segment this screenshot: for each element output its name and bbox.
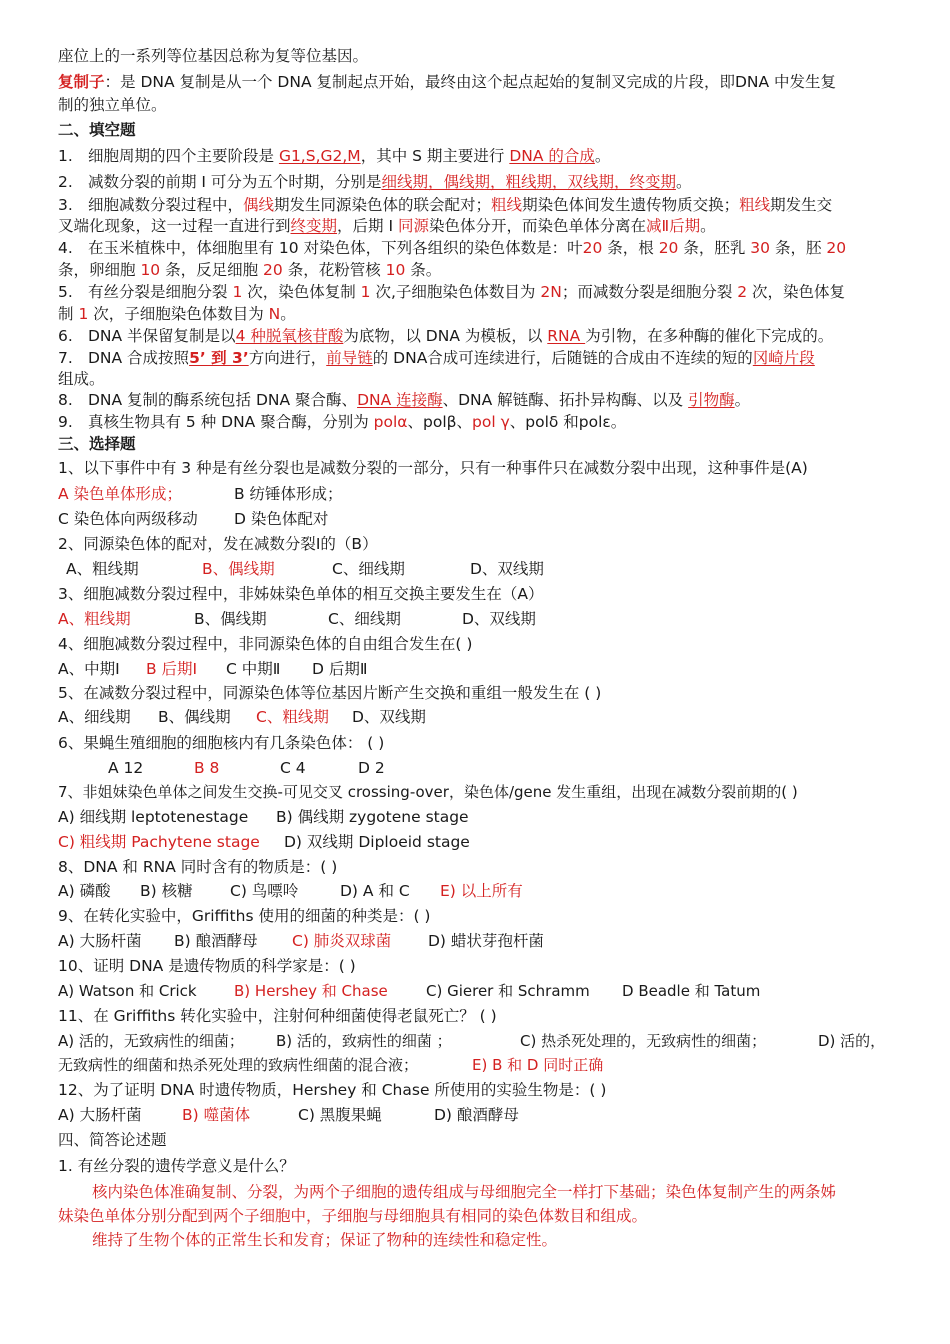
term-replicon: 复制子 [58, 73, 105, 91]
answer: 减Ⅱ后期 [646, 217, 701, 235]
answer: 前导链 [326, 349, 373, 367]
fill-item-5: 5. 有丝分裂是细胞分裂 1 次，染色体复制 1 次,子细胞染色体数目为 2N；而减数分裂是细胞分裂 2 次，染色体复 [58, 283, 846, 301]
fill-item-5-cont: 制 1 次，子细胞染色体数目为 N。 [58, 305, 296, 323]
option-d: D) 蜡状芽孢杆菌 [428, 932, 544, 950]
option-b-correct: B) Hershey 和 Chase [234, 982, 388, 1000]
answer: 2N [540, 283, 562, 301]
fill-item-4-cont: 条，卵细胞 10 条，反足细胞 20 条，花粉管核 10 条。 [58, 261, 442, 279]
choice-q11-options [58, 1031, 898, 1051]
answer: DNA 的合成 [509, 147, 595, 165]
option-c-correct: C) 粗线期 Pachytene stage [58, 833, 260, 851]
option-a-correct: A 染色单体形成； [58, 485, 183, 503]
choice-q8: 8、DNA 和 RNA 同时含有的物质是：( ) [58, 858, 338, 876]
choice-q2: 2、同源染色体的配对，发在减数分裂Ⅰ的（B） [58, 535, 378, 553]
fill-item-7: 7. DNA 合成按照5’ 到 3’方向进行，前导链的 DNA合成可连续进行，后随链的合成由不连续的短的冈崎片段 [58, 349, 815, 367]
answer: 1 [78, 305, 89, 323]
option-d-cont: 无致病性的细菌和热杀死处理的致病性细菌的混合液； [58, 1056, 419, 1074]
choice-q3-options [58, 609, 898, 629]
option-d: D、双线期 [470, 560, 544, 578]
choice-q2-options [66, 559, 906, 579]
choice-q1: 1、以下事件中有 3 种是有丝分裂也是减数分裂的一部分，只有一种事件只在减数分裂中出现，这种事件是(A) [58, 459, 808, 477]
definition-replicon: 复制子：是 DNA 复制是从一个 DNA 复制起点开始，最终由这个起点起始的复制叉完成的片段，即DNA 中发生复 [58, 73, 837, 91]
choice-q12-options [58, 1105, 898, 1125]
fill-item-6: 6. DNA 半保留复制是以4 种脱氧核苷酸为底物，以 DNA 为模板，以 RNA 为引物，在多种酶的催化下完成的。 [58, 327, 834, 345]
answer: 20 [826, 239, 847, 257]
option-a: A) 大肠杆菌 [58, 1106, 142, 1124]
option-b-correct: B 8 [194, 759, 220, 777]
section-essay-heading: 四、简答论述题 [58, 1131, 167, 1149]
answer: 终变期 [290, 217, 338, 235]
answer: 2 [737, 283, 748, 301]
option-c: C) 热杀死处理的，无致病性的细菌； [520, 1032, 767, 1050]
option-b-correct: B 后期Ⅰ [146, 660, 198, 678]
definition-replicon-cont: 制的独立单位。 [58, 96, 167, 114]
choice-q4-options [58, 659, 898, 679]
option-d: D 后期Ⅱ [312, 660, 368, 678]
definition-tail: 座位上的一系列等位基因总称为复等位基因。 [58, 47, 369, 65]
option-d: D) 双线期 Diploeid stage [284, 833, 470, 851]
option-e-correct: E) B 和 D 同时正确 [472, 1056, 604, 1074]
answer: 1 [232, 283, 243, 301]
choice-q8-options [58, 881, 898, 901]
option-a: A) 大肠杆菌 [58, 932, 142, 950]
answer: 同源 [397, 217, 429, 235]
option-b: B) 活的，致病性的细菌 ； [276, 1032, 452, 1050]
fill-item-3-cont: 叉端化现象，这一过程一直进行到终变期，后期 I 同源染色体分开，而染色单体分离在减Ⅱ后期。 [58, 217, 716, 235]
choice-q1-options [58, 484, 898, 504]
option-d: D 2 [358, 759, 385, 777]
choice-q4: 4、细胞减数分裂过程中，非同源染色体的自由组合发生在( ) [58, 635, 473, 653]
option-a: A、中期Ⅰ [58, 660, 120, 678]
choice-q7-options [58, 807, 898, 827]
answer: RNA [547, 327, 586, 345]
option-d: D、双线期 [352, 708, 426, 726]
choice-q12: 12、为了证明 DNA 时遗传物质，Hershey 和 Chase 所使用的实验生物是：( ) [58, 1081, 607, 1099]
answer: 20 [582, 239, 603, 257]
option-a: A) 活的，无致病性的细菌； [58, 1032, 244, 1050]
answer: 细线期，偶线期，粗线期，双线期，终变期 [381, 173, 676, 191]
answer: 偶线 [243, 196, 275, 214]
fill-item-1: 1. 细胞周期的四个主要阶段是 G1,S,G2,M，其中 S 期主要进行 DNA 的合成。 [58, 147, 611, 165]
option-a: A 12 [108, 759, 144, 777]
option-b: B、偶线期 [194, 610, 267, 628]
option-c: C 4 [280, 759, 306, 777]
option-b: B 纺锤体形成； [234, 485, 343, 503]
answer: 30 [750, 239, 771, 257]
option-d: D) 酿酒酵母 [434, 1106, 519, 1124]
answer: 10 [385, 261, 406, 279]
option-a: A) 磷酸 [58, 882, 111, 900]
answer: pol γ [472, 413, 510, 431]
essay-q1: 1. 有丝分裂的遗传学意义是什么？ [58, 1157, 295, 1175]
option-b-correct: B) 噬菌体 [182, 1106, 251, 1124]
option-a: A) Watson 和 Crick [58, 982, 197, 1000]
section-choice-heading: 三、选择题 [58, 435, 136, 453]
choice-q7-options-2 [58, 832, 898, 852]
choice-q6-options [108, 758, 948, 778]
option-c: C) Gierer 和 Schramm [426, 982, 590, 1000]
option-c-correct: C) 肺炎双球菌 [292, 932, 392, 950]
option-d: D Beadle 和 Tatum [622, 982, 761, 1000]
fill-item-7-cont: 组成。 [58, 370, 105, 388]
answer: 引物酶 [688, 391, 735, 409]
option-c: C、细线期 [328, 610, 401, 628]
answer: N [268, 305, 281, 323]
choice-q5: 5、在减数分裂过程中，同源染色体等位基因片断产生交换和重组一般发生在 ( ) [58, 684, 602, 702]
option-c: C) 鸟嘌呤 [230, 882, 299, 900]
option-d: D、双线期 [462, 610, 536, 628]
option-e-correct: E) 以上所有 [440, 882, 523, 900]
option-b-correct: B、偶线期 [202, 560, 275, 578]
option-c-correct: C、粗线期 [256, 708, 329, 726]
answer: 粗线 [739, 196, 771, 214]
fill-item-3: 3. 细胞减数分裂过程中，偶线期发生同源染色体的联会配对；粗线期染色体间发生遗传物质交换；粗线期发生交 [58, 196, 833, 214]
choice-q11: 11、在 Griffiths 转化实验中，注射何种细菌使得老鼠死亡？ ( ) [58, 1007, 497, 1025]
answer: 20 [658, 239, 679, 257]
option-a-correct: A、粗线期 [58, 610, 131, 628]
option-c: C、细线期 [332, 560, 405, 578]
choice-q11-options-2 [58, 1055, 898, 1075]
option-d: D 染色体配对 [234, 510, 329, 528]
choice-q10-options [58, 981, 898, 1001]
option-a: A、细线期 [58, 708, 131, 726]
fill-item-4: 4. 在玉米植株中，体细胞里有 10 对染色体，下列各组织的染色体数是：叶20 条，根 20 条，胚乳 30 条，胚 20 [58, 239, 847, 257]
essay-answer-line-3: 维持了生物个体的正常生长和发育；保证了物种的连续性和稳定性。 [92, 1231, 558, 1249]
answer: 20 [263, 261, 283, 279]
choice-q9-options [58, 931, 898, 951]
option-b: B) 偶线期 zygotene stage [276, 808, 469, 826]
essay-answer-line-1: 核内染色体准确复制、分裂，为两个子细胞的遗传组成与母细胞完全一样打下基础；染色体复制产生的两条姊 [92, 1183, 837, 1201]
answer: 4 种脱氧核苷酸 [235, 327, 344, 345]
fill-item-2: 2. 减数分裂的前期 I 可分为五个时期，分别是细线期，偶线期，粗线期，双线期，终变期。 [58, 173, 692, 191]
answer: 粗线 [491, 196, 523, 214]
answer: G1,S,G2,M [278, 147, 361, 165]
answer: 10 [140, 261, 161, 279]
option-a: A、粗线期 [66, 560, 139, 578]
option-d: D) 活的， [818, 1032, 886, 1050]
option-b: B) 酿酒酵母 [174, 932, 258, 950]
fill-item-8: 8. DNA 复制的酶系统包括 DNA 聚合酶、DNA 连接酶、DNA 解链酶、拓扑异构酶、以及 引物酶。 [58, 391, 751, 409]
option-c: C 中期Ⅱ [226, 660, 281, 678]
section-fill-blank-heading: 二、填空题 [58, 121, 136, 139]
choice-q3: 3、细胞减数分裂过程中，非姊妹染色单体的相互交换主要发生在（A） [58, 585, 544, 603]
answer: 1 [360, 283, 371, 301]
option-c: C 染色体向两级移动 [58, 510, 198, 528]
choice-q9: 9、在转化实验中，Griffiths 使用的细菌的种类是：( ) [58, 907, 431, 925]
choice-q6: 6、果蝇生殖细胞的细胞核内有几条染色体： ( ) [58, 734, 385, 752]
choice-q5-options [58, 707, 898, 727]
option-d: D) A 和 C [340, 882, 410, 900]
essay-answer-line-2: 妹染色单体分别分配到两个子细胞中，子细胞与母细胞具有相同的染色体数目和组成。 [58, 1207, 648, 1225]
answer: DNA 连接酶 [357, 391, 443, 409]
option-b: B) 核糖 [140, 882, 193, 900]
fill-item-9: 9. 真核生物具有 5 种 DNA 聚合酶，分别为 polα、polβ、pol γ、polδ 和polε。 [58, 413, 627, 431]
answer: polα [373, 413, 408, 431]
option-b: B、偶线期 [158, 708, 231, 726]
choice-q7: 7、非姐妹染色单体之间发生交换-可见交叉 crossing-over，染色体/gene 发生重组，出现在减数分裂前期的( ) [58, 783, 798, 801]
choice-q10: 10、证明 DNA 是遗传物质的科学家是：( ) [58, 957, 356, 975]
answer: 冈崎片段 [752, 349, 815, 367]
choice-q1-options-2 [58, 509, 898, 529]
answer: 5’ 到 3’ [189, 349, 249, 367]
option-a: A) 细线期 leptotenestage [58, 808, 249, 826]
option-c: C) 黑腹果蝇 [298, 1106, 382, 1124]
